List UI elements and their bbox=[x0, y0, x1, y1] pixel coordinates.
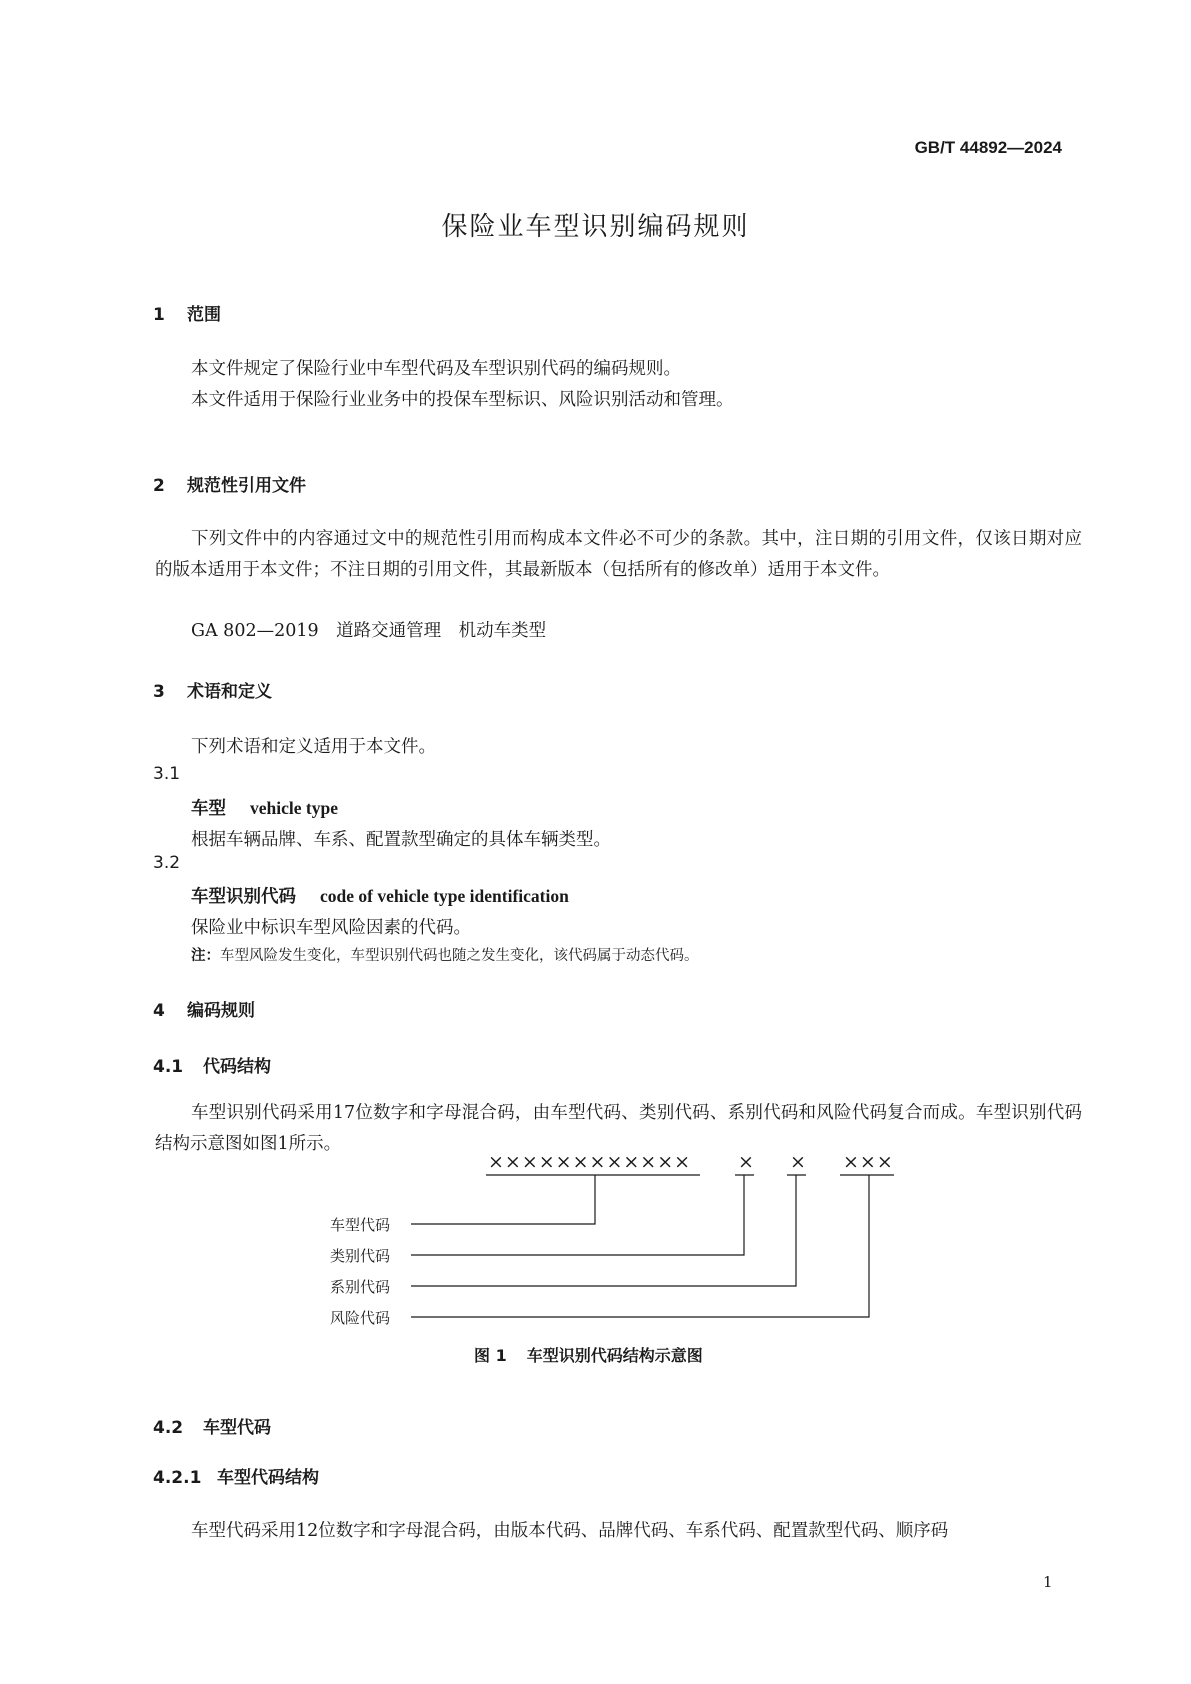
leader-line-series-code bbox=[411, 1175, 796, 1286]
section-title: 范围 bbox=[187, 305, 221, 325]
section-4-2-heading bbox=[153, 1413, 271, 1438]
term-3-2-number: 3.2 bbox=[153, 853, 181, 873]
section-number: 4.1 bbox=[153, 1057, 184, 1077]
figure-caption bbox=[474, 1343, 703, 1366]
section-4-2-1-paragraph: 车型代码采用12位数字和字母混合码，由版本代码、品牌代码、车系代码、配置款型代码、顺序码 bbox=[191, 1521, 949, 1541]
code-marks-group-1: ×××××××××××× bbox=[488, 1151, 692, 1173]
section-4-2-1-heading bbox=[153, 1463, 319, 1488]
section-title: 规范性引用文件 bbox=[187, 476, 306, 496]
section-number: 4 bbox=[153, 1001, 165, 1021]
section-number: 3 bbox=[153, 682, 165, 702]
term-en: vehicle type bbox=[250, 798, 338, 818]
section-title: 代码结构 bbox=[203, 1057, 271, 1077]
code-marks-group-3: × bbox=[790, 1151, 807, 1173]
section-1-paragraph-2: 本文件适用于保险行业业务中的投保车型标识、风险识别活动和管理。 bbox=[191, 390, 734, 410]
term-zh: 车型 bbox=[191, 799, 226, 819]
section-1-paragraph-1: 本文件规定了保险行业中车型代码及车型识别代码的编码规则。 bbox=[191, 359, 681, 379]
diagram-label-series-code: 系别代码 bbox=[330, 1278, 391, 1296]
code-marks-group-4: ××× bbox=[843, 1151, 894, 1173]
leader-line-risk-code bbox=[411, 1175, 869, 1317]
leader-line-category-code bbox=[411, 1175, 744, 1255]
section-number: 1 bbox=[153, 305, 165, 325]
note-label: 注： bbox=[191, 948, 220, 964]
term-3-1-number: 3.1 bbox=[153, 764, 181, 784]
term-zh: 车型识别代码 bbox=[191, 887, 296, 907]
section-2-paragraph-1: 下列文件中的内容通过文中的规范性引用而构成本文件必不可少的条款。其中，注日期的引用文件，仅该日期对应的版本适用于本文件；不注日期的引用文件，其最新版本（包括所有的修改单）适用于本文件。 bbox=[155, 529, 1082, 580]
section-4-1-paragraph: 车型识别代码采用17位数字和字母混合码，由车型代码、类别代码、系别代码和风险代码复合而成。车型识别代码结构示意图如图1所示。 bbox=[155, 1103, 1082, 1154]
section-title: 车型代码结构 bbox=[217, 1468, 319, 1488]
document-title: 保险业车型识别编码规则 bbox=[441, 212, 750, 242]
terms-intro: 下列术语和定义适用于本文件。 bbox=[191, 737, 436, 757]
figure-caption-text: 车型识别代码结构示意图 bbox=[526, 1346, 703, 1365]
section-number: 4.2 bbox=[153, 1418, 184, 1438]
section-number: 2 bbox=[153, 476, 165, 496]
diagram-label-risk-code: 风险代码 bbox=[330, 1309, 391, 1327]
term-3-1-definition: 根据车辆品牌、车系、配置款型确定的具体车辆类型。 bbox=[191, 830, 611, 850]
page-number: 1 bbox=[1043, 1573, 1053, 1591]
term-3-2-definition: 保险业中标识车型风险因素的代码。 bbox=[191, 918, 471, 938]
leader-line-vehicle-type-code bbox=[411, 1175, 595, 1224]
diagram-label-category-code: 类别代码 bbox=[330, 1247, 391, 1265]
section-title: 编码规则 bbox=[187, 1001, 255, 1021]
section-number: 4.2.1 bbox=[153, 1468, 202, 1488]
diagram-label-vehicle-type-code: 车型代码 bbox=[330, 1216, 391, 1234]
section-title: 车型代码 bbox=[203, 1418, 271, 1438]
note-text: 车型风险发生变化，车型识别代码也随之发生变化，该代码属于动态代码。 bbox=[220, 948, 699, 964]
section-title: 术语和定义 bbox=[187, 682, 272, 702]
code-marks-group-2: × bbox=[738, 1151, 755, 1173]
normative-reference: GA 802—2019 道路交通管理 机动车类型 bbox=[191, 621, 547, 641]
standard-number: GB/T 44892—2024 bbox=[914, 138, 1062, 157]
term-en: code of vehicle type identification bbox=[320, 886, 569, 906]
figure-caption-number: 图 1 bbox=[474, 1346, 507, 1365]
